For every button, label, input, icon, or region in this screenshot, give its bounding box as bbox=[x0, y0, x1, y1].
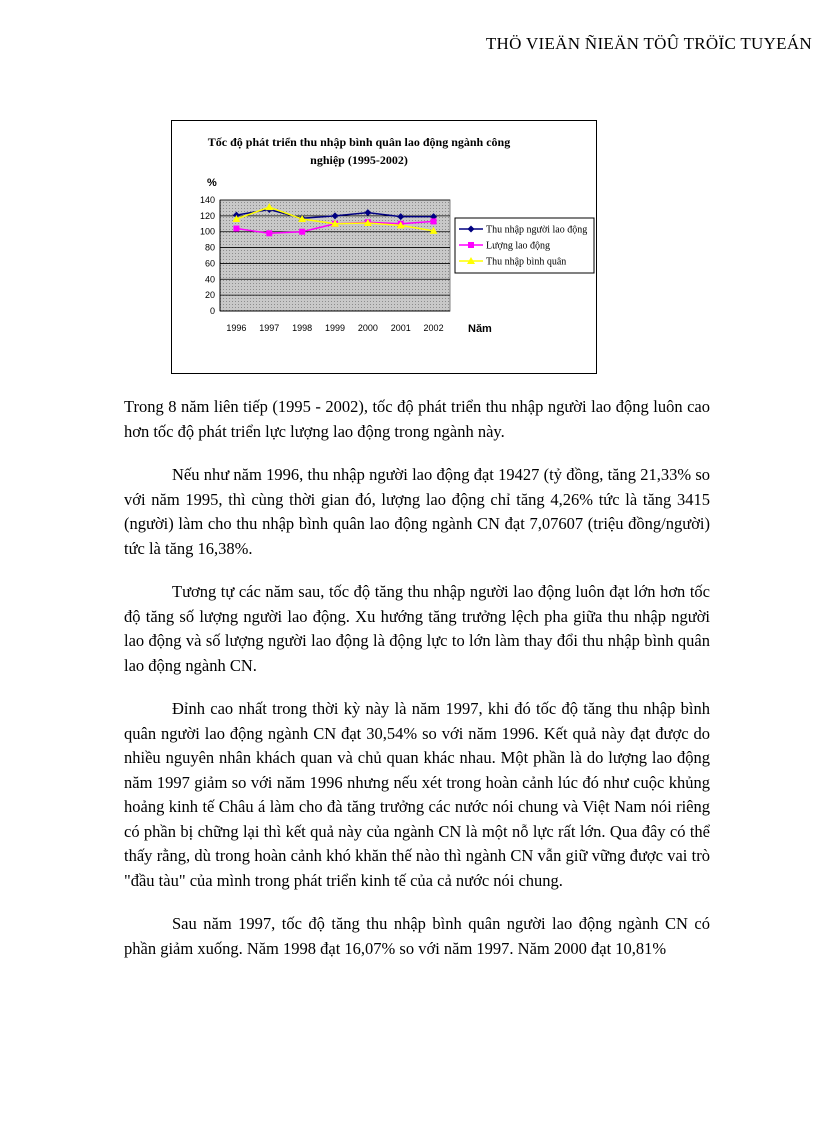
x-tick-label: 1999 bbox=[324, 323, 346, 333]
body-text bbox=[124, 395, 710, 980]
y-tick-label: 140 bbox=[199, 195, 215, 205]
x-tick-label: 1997 bbox=[259, 323, 280, 333]
chart-title-line-1: Tốc độ phát triển thu nhập bình quân lao động ngành công bbox=[207, 135, 511, 149]
paragraph-4: Đỉnh cao nhất trong thời kỳ này là năm 1997, khi đó tốc độ tăng thu nhập bình quân người lao động ngành CN đạt 30,54% so với năm 1996. Kết quả này đạt được do nhiều nguyên nhân khách quan và chủ quan khác nhau. Một phần là do lượng lao động năm 1997 giảm so với năm 1996 nhưng nếu xét trong hoàn cảnh lúc đó như cuộc khủng hoảng kinh tế Châu á làm cho đà tăng trưởng các nước nói chung và Việt Nam nói riêng có phần bị chững lại thì kết quả này của ngành CN là một nỗ lực rất lớn. Qua đây có thể thấy rằng, dù trong hoàn cảnh khó khăn thế nào thì ngành CN vẫn giữ vững được vai trò "đầu tàu" của mình trong phát triển kinh tế của cả nước nói chung. bbox=[124, 699, 710, 890]
data-point bbox=[299, 229, 305, 235]
chart-canvas bbox=[172, 121, 598, 375]
paragraph-2: Nếu như năm 1996, thu nhập người lao động đạt 19427 (tỷ đồng, tăng 21,33% so với năm 1995, thì cùng thời gian đó, lượng lao động chỉ tăng 4,26% tức là tăng 3415 (người) làm cho thu nhập bình quân lao động ngành CN đạt 7,07607 (triệu đồng/người) tức là tăng 16,38%. bbox=[124, 465, 710, 558]
x-tick-label: 2002 bbox=[423, 323, 444, 333]
x-axis-label: Năm bbox=[468, 323, 492, 335]
y-tick-label: 40 bbox=[204, 274, 215, 285]
line-chart bbox=[171, 120, 597, 374]
y-axis-label: % bbox=[207, 177, 217, 189]
legend-label: Lượng lao động bbox=[486, 240, 551, 252]
y-tick-label: 60 bbox=[204, 258, 215, 269]
paragraph-5: Sau năm 1997, tốc độ tăng thu nhập bình quân người lao động ngành CN có phần giảm xuống. Năm 1998 đạt 16,07% so với năm 1997. Năm 2000 đạt 10,81% bbox=[124, 914, 710, 958]
x-tick-label: 1996 bbox=[226, 323, 247, 333]
data-point bbox=[266, 230, 272, 236]
chart-title-line-2: nghiệp (1995-2002) bbox=[310, 153, 408, 167]
y-tick-label: 120 bbox=[199, 210, 215, 221]
x-tick-label: 2000 bbox=[357, 323, 378, 333]
page-header-title: THÖ VIEÄN ÑIEÄN TÖÛ TRÖÏC TUYEÁN bbox=[485, 34, 812, 53]
y-tick-label: 100 bbox=[199, 226, 215, 237]
y-tick-label: 20 bbox=[204, 290, 215, 301]
paragraph-3: Tương tự các năm sau, tốc độ tăng thu nhập người lao động luôn đạt lớn hơn tốc độ tăng số lượng người lao động. Xu hướng tăng trưởng lệch pha giữa thu nhập người lao động và số lượng người lao động là động lực to lớn làm thay đổi thu nhập bình quân lao động ngành CN. bbox=[124, 582, 710, 675]
legend-marker bbox=[468, 242, 474, 248]
y-tick-label: 80 bbox=[204, 242, 215, 253]
data-point bbox=[233, 226, 239, 232]
x-tick-label: 2001 bbox=[390, 323, 411, 333]
legend-label: Thu nhập người lao động bbox=[486, 224, 588, 236]
paragraph-1: Trong 8 năm liên tiếp (1995 - 2002), tốc độ phát triển thu nhập người lao động luôn cao hơn tốc độ phát triển lực lượng lao động trong ngành này. bbox=[124, 397, 710, 441]
y-tick-label: 0 bbox=[209, 306, 215, 316]
data-point bbox=[431, 218, 437, 224]
legend-label: Thu nhập bình quân bbox=[486, 256, 567, 268]
x-tick-label: 1998 bbox=[292, 323, 313, 333]
